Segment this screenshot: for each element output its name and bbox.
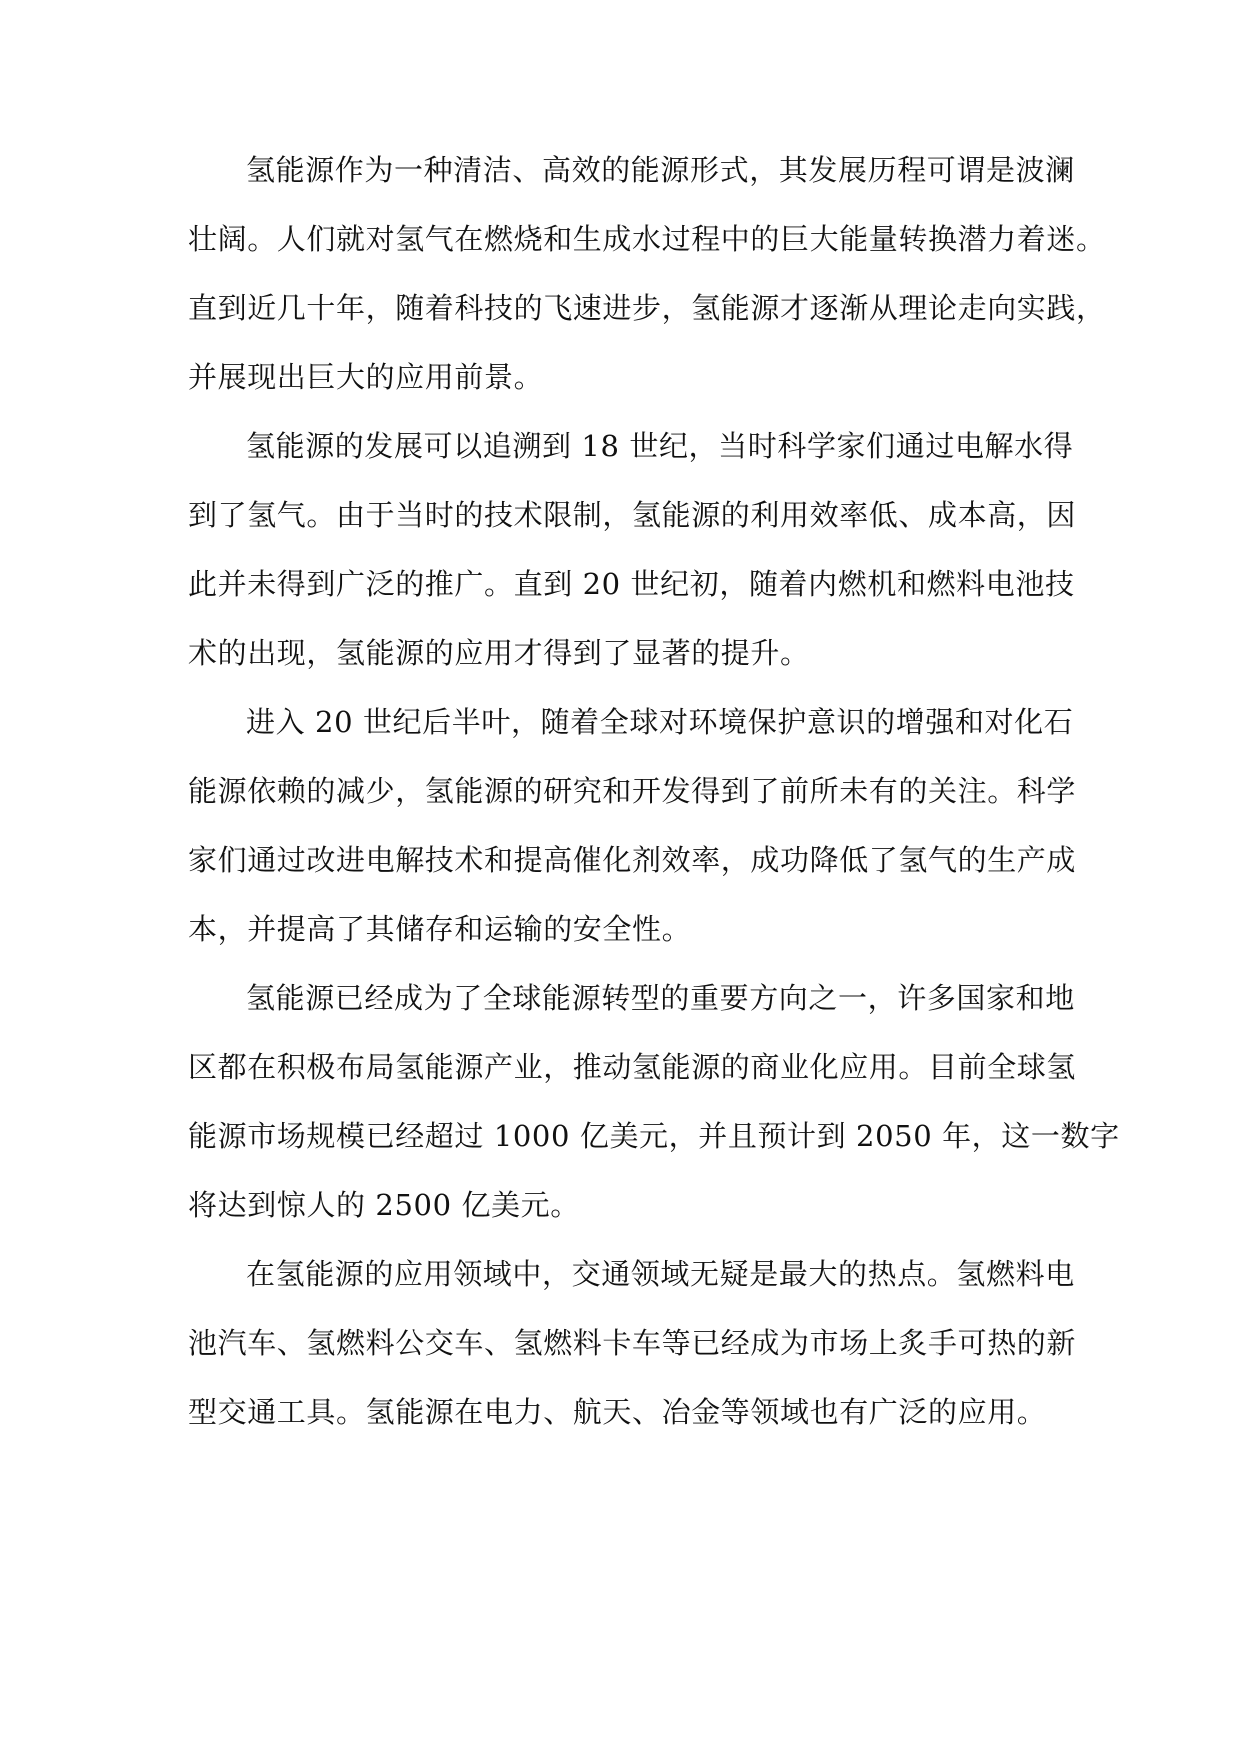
paragraph-1-line-3: 直到近几十年，随着科技的飞速进步，氢能源才逐渐从理论走向实践， [188,291,1106,325]
paragraph-4-line-1: 氢能源已经成为了全球能源转型的重要方向之一，许多国家和地 [246,981,1075,1015]
paragraph-3-line-2: 能源依赖的减少，氢能源的研究和开发得到了前所未有的关注。科学 [188,774,1077,808]
paragraph-1-line-2: 壮阔。人们就对氢气在燃烧和生成水过程中的巨大能量转换潜力着迷。 [188,222,1106,256]
paragraph-3-line-1: 进入 20 世纪后半叶，随着全球对环境保护意识的增强和对化石 [246,705,1074,739]
paragraph-4-line-4: 将达到惊人的 2500 亿美元。 [188,1188,580,1222]
paragraph-4-line-3: 能源市场规模已经超过 1000 亿美元，并且预计到 2050 年，这一数字 [188,1119,1120,1153]
paragraph-1-line-4: 并展现出巨大的应用前景。 [188,360,544,394]
paragraph-2-line-1: 氢能源的发展可以追溯到 18 世纪，当时科学家们通过电解水得 [246,429,1074,463]
paragraph-5-line-2: 池汽车、氢燃料公交车、氢燃料卡车等已经成为市场上炙手可热的新 [188,1326,1077,1360]
paragraph-5-line-1: 在氢能源的应用领域中，交通领域无疑是最大的热点。氢燃料电 [246,1257,1075,1291]
paragraph-2-line-2: 到了氢气。由于当时的技术限制，氢能源的利用效率低、成本高，因 [188,498,1077,532]
paragraph-1-line-1: 氢能源作为一种清洁、高效的能源形式，其发展历程可谓是波澜 [246,153,1075,187]
paragraph-5-line-3: 型交通工具。氢能源在电力、航天、冶金等领域也有广泛的应用。 [188,1395,1047,1429]
paragraph-3-line-3: 家们通过改进电解技术和提高催化剂效率，成功降低了氢气的生产成 [188,843,1077,877]
paragraph-2-line-4: 术的出现，氢能源的应用才得到了显著的提升。 [188,636,810,670]
paragraph-3-line-4: 本，并提高了其储存和运输的安全性。 [188,912,692,946]
paragraph-4-line-2: 区都在积极布局氢能源产业，推动氢能源的商业化应用。目前全球氢 [188,1050,1077,1084]
paragraph-2-line-3: 此并未得到广泛的推广。直到 20 世纪初，随着内燃机和燃料电池技 [188,567,1075,601]
